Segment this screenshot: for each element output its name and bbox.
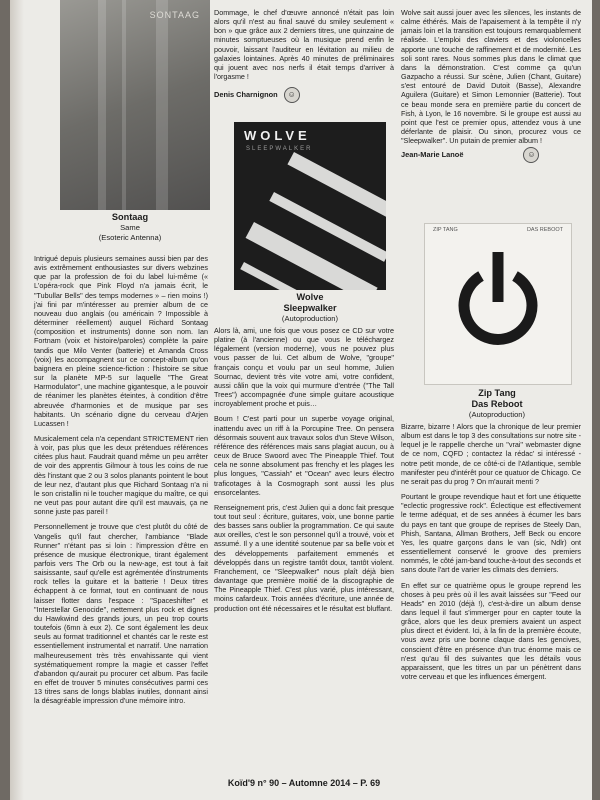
sontaag-signature: Denis Charnignon [214,90,278,100]
sontaag-conclusion: Dommage, le chef d'œuvre annoncé n'était pas loin alors qu'il n'est au final sauvé du smiley seulement « bon » que grâce aux 2 derniers titres, une quinzaine de minutes somptueuses où la musique prend enfin le pouvoir, laissant l'auditeur en lévitation au milieu de galaxies lointaines. Après 40 minutes de préliminaires qui jouent avec nos nerfs il était temps d'arriver à l'orgasme ! [214,8,394,82]
zip-paragraph-2: Pourtant le groupe revendique haut et fort une étiquette "eclectic progressive rock". Éclectique est effectivement le terme adéquat, et de ses années à écumer les bars du pays en tant que groupe de reprises de Steely Dan, Phish, Santana, Allman Brothers, Jeff Beck ou encore Yes, les quatre garçons dans le van (sic, Ndlr) ont essentiellement conservé le groove des premiers nommés, le côté jam-band touche-à-tout des seconds et sans doute l'art de varier les climats des derniers. [401,492,581,575]
page-footer: Koïd'9 n° 90 – Automne 2014 – P. 69 [227,778,381,788]
sontaag-review-continued [214,8,394,103]
wolve-review [214,326,394,619]
zip-paragraph-3: En effet sur ce quatrième opus le groupe reprend les choses à peu près où il les avait laissées sur "Feed our Heads" en 2010 (déjà !), c'est-à-dire un album dense dans lequel il faut s'immerger pour en capter toute la grâce, alors que les deux premiers avaient un aspect plus direct et évident. Ici, à la fin de la première écoute, vous avez pris une bonne claque dans les gencives, conscient d'être en présence d'un truc énorme mais ce n'est qu'au fil des suivantes que les détails vous apparaissent, que les titres un par un pénètrent dans votre cerveau et que les influences émergent. [401,580,581,682]
sontaag-album-cover [60,0,210,210]
smiley-icon: ☺ [523,147,539,163]
wolve-signature: Jean-Marie Lanoë [401,150,464,160]
smiley-icon: ☺ [284,87,300,103]
wolve-review-continued [401,8,581,163]
zip-paragraph-1: Bizarre, bizarre ! Alors que la chronique de leur premier album est dans le top 3 des consultations sur notre site - lequel je le rappelle cherche un "vrai" webmaster digne de ce nom, CQFD ; contactez la rédac' si intéressé - notre petit monde, de ce côté-ci de l'Atlantique, semble manifester peu d'intérêt pour ce quatuor de Chicago. Ce ne serait pas du prog ? On m'aurait menti ? [401,422,581,486]
sontaag-review [34,254,208,712]
zip-cover-right-text: DAS REBOOT [526,227,563,233]
zip-tang-album-cover [424,223,572,385]
wolve-label: (Autoproduction) [281,314,339,323]
wolve-cover-subtitle: SLEEPWALKER [246,146,313,152]
zip-cover-left-text: ZIP TANG [433,227,458,233]
wolve-paragraph-2: Boum ! C'est parti pour un superbe voyage original, inattendu avec un riff à la Porcupine Tree. On pensera désormais souvent aux travaux solos d'un Steve Wilson, référence des références mais sans plagiat aucun, ou à ceux de Bruce Swoord avec The Pineapple Thief. Tout cela ne sonne absolument pas frenchy et les plages les plus longues, "Cassiah" et "Ocean" avec leurs électro traficotages à la Cosmograph sont aussi les plus ensorcelantes. [214,414,394,497]
sontaag-album: Same [120,223,140,232]
power-icon [425,224,571,384]
wolve-album: Sleepwalker [283,303,337,313]
sontaag-label: (Esoteric Antenna) [98,233,162,242]
zip-label: (Autoproduction) [468,410,526,419]
magazine-page [10,0,592,800]
zip-artist: Zip Tang [478,388,516,398]
wolve-paragraph-3: Renseignement pris, c'est Julien qui a donc fait presque tout tout seul : écriture, guitares, voix, une bonne partie des basses sans oublier la programmation. Ce qui saute aux oreilles, c'est le son personnel qu'il a trouvé, voix et assumé. Il y a une identité soutenue par sa belle voix et des développements parfaitement emmenés et développés dans un registre tantôt doux, tantôt violent. Franchement, ce "Sleepwalker" nous plaît déjà bien davantage que première moitié de la discographie de The Pineapple Thief. C'est plus varié, plus intéressant, moins cafardeux. Trois années d'écriture, une année de production ont été nécessaires et le résultat est bluffant. [214,502,394,613]
wolve-paragraph-1: Alors là, ami, une fois que vous posez ce CD sur votre platine (à l'ancienne) ou que vous le téléchargez légalement (version moderne), vous ne pouvez plus vous passer de lui. Cet album de Wolve, "groupe" français conçu et voulu par un seul homme, Julien Sournac, devient très vite votre ami, votre confident, aussi câlin que la voix qui murmure d'entrée ("The Tall Trees") accompagnée d'une simple guitare acoustique incroyablement proche et puis… [214,326,394,409]
wolve-cover-title: WOLVE [244,128,311,143]
sontaag-paragraph-2: Musicalement cela n'a cependant STRICTEMENT rien à voir, pas plus que les deux prétendues références citées plus haut. Faudrait quand même un peu arrêter de voir des apprentis Gilmour à tous les coins de rue dès l'instant que 2 ou 3 solos planants pointent le bout de leur nez, d'autant plus que Richard Sontaag n'a ni le son cristallin ni le toucher magique du maître, ce qui ne veut pas pour autant dire qu'il est mauvais, ça ne sonne juste pas pareil ! [34,433,208,517]
sontaag-artist: Sontaag [111,212,149,222]
sontaag-caption [50,212,210,243]
wolve-album-cover [234,122,386,290]
sontaag-cover-title: SONTAAG [149,10,200,20]
sontaag-paragraph-1: Intrigué depuis plusieurs semaines aussi bien par des avis extrêmement enthousiastes sur divers webzines que par la profession de foi du label lui-même (« L'opéra-rock que Pink Floyd n'a jamais écrit, le "Tubullar Bells" des temps modernes » – rien moins !) j'ai fini par m'intéresser au premier album de ce nouveau duo anglais (ou américain ? Impossible à déterminer réellement) auquel Richard Sontaag (composition et instruments) donne son nom. Ian Fortnam (voix et histoire/paroles) complète la paire tandis que Milo Venter (batterie) et Amanda Cross (voix) les accompagnent sur ce concept-album qu'on baignera en pleine science-fiction : l'histoire se situe sur la planète MP-5 sur laquelle "The Great Harmodulator", une machine gigantesque, a le pouvoir de réanimer les planètes éteintes, à condition d'être abreuvée d'harmonies et de musique par ses habitants. Un scénario digne du cerveau d'Arjen Lucassen ! [34,254,208,428]
wolve-caption [234,292,386,324]
zip-tang-caption [414,388,580,420]
wolve-artist: Wolve [296,292,324,302]
zip-album: Das Reboot [471,399,523,409]
wolve-conclusion: Wolve sait aussi jouer avec les silences, les instants de calme éthérés. Mais de l'apaisement à la tempête il n'y jamais loin et la transition est toujours remarquablement réalisée. L'emploi des claviers et des violoncelles apporte une touche de raffinement et de modernité. Les soli sont rares. Nous sommes plus dans le climat que dans la démonstration. C'est comme ça qu'un Gazpacho a réussi. Sur scène, Julien (Chant, Guitare) s'est entouré de David Dutoit (Basse), Alexandre Aguilera (Guitare) et Simon Lemonnier (Batterie). Tout ce beau monde sera en première partie du concert de Fish, à Lyon, le 16 novembre. Si le groupe est aussi au point que l'est ce premier opus, attendez vous à une déferlante de plaisir. Ou sinon, procurez vous ce "Sleepwalker". Un putain de premier album ! [401,8,581,146]
sontaag-paragraph-3: Personnellement je trouve que c'est plutôt du côté de Vangelis qu'il faut chercher, l'ambiance "Blade Runner" n'étant pas si loin : l'impression d'être en présence de musique électronique, tirant également parfois vers The Orb ou la new-age, est tout à fait saisissante, sauf qu'elle est agrémentée d'instruments rock telles la guitare et la batterie ! Deux titres échappent à ce format, tout en continuant de nous laisser flotter dans l'espace : "Spaceshifter" et "Interstellar Genocide", nettement plus rock et dignes du Hawkwind des grands jours, un peu trop courts toutefois (6mn à eux 2). Ce sont également les deux seuls au format traditionnel et chantés car le reste est essentiellement instrumental et narratif. Une narration malheureusement très très envahissante qui vient systématiquement rompre la magie et casser l'effet d'abandon qu'aurait pu procurer cet album. Pas facile en effet de trouver 5 minutes consécutives parmi ces 13 titres sans de longs blablas inutiles, donnant ainsi la désagréable impression d'une mémoire intro. [34,522,208,706]
zip-tang-review [401,422,581,687]
